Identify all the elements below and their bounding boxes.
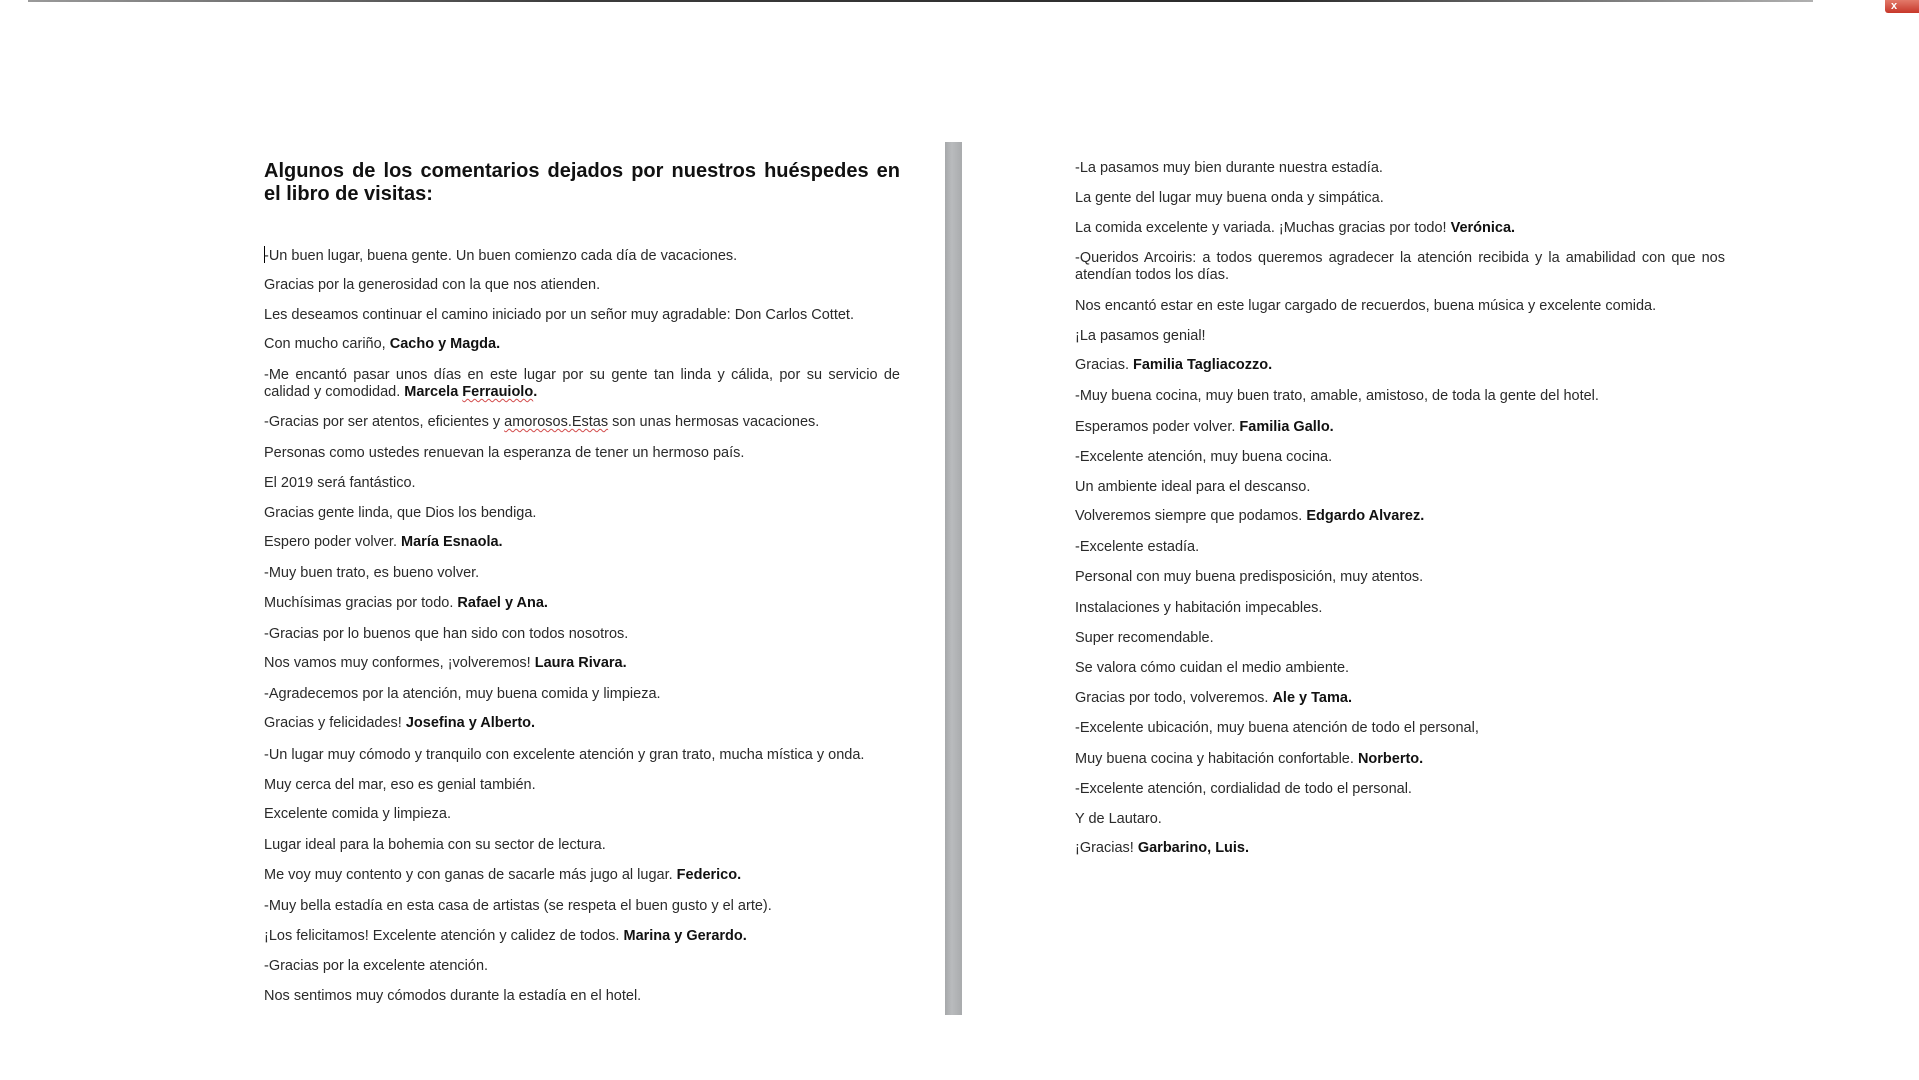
comment-text: Un ambiente ideal para el descanso.	[1075, 479, 1311, 495]
comment-text: -Un buen lugar, buena gente. Un buen comienzo cada día de vacaciones.	[264, 248, 738, 264]
comment-text: -Muy buen trato, es bueno volver.	[264, 565, 480, 581]
document-title: Algunos de los comentarios dejados por nuestros huéspedes en el libro de visitas:	[264, 160, 900, 205]
guestbook-comment	[1075, 569, 1423, 586]
comment-text: -Muy buena cocina, muy buen trato, amable, amistoso, de toda la gente del hotel.	[1075, 388, 1599, 404]
comment-text: Muy buena cocina y habitación confortable.	[1075, 751, 1358, 767]
guestbook-comment	[264, 336, 500, 353]
guestbook-comment	[1075, 479, 1310, 496]
comment-text: -Gracias por ser atentos, eficientes y amorosos.Estas son unas hermosas vacaciones.	[264, 414, 820, 430]
comment-text: Se valora cómo cuidan el medio ambiente.	[1075, 660, 1350, 676]
close-button[interactable]	[1885, 0, 1919, 13]
guest-signature: Marina y Gerardo.	[623, 928, 747, 944]
guestbook-comment	[264, 505, 536, 522]
guestbook-comment	[264, 867, 741, 884]
guestbook-comment	[264, 414, 819, 431]
guest-signature: María Esnaola.	[401, 534, 503, 550]
comment-text: ¡Los felicitamos! Excelente atención y calidez de todos.	[264, 928, 624, 944]
guestbook-comment	[1075, 811, 1162, 828]
guest-signature: Rafael y Ana.	[457, 595, 548, 611]
comment-text: La gente del lugar muy buena onda y simpática.	[1075, 190, 1384, 206]
guest-signature: Josefina y Alberto.	[405, 715, 536, 731]
guestbook-comment	[264, 747, 864, 764]
guestbook-comment	[264, 837, 606, 854]
comment-text: Nos sentimos muy cómodos durante la estadía en el hotel.	[264, 988, 642, 1004]
comment-text: ¡La pasamos genial!	[1075, 328, 1206, 344]
guest-signature: Verónica.	[1450, 220, 1516, 236]
comment-text: Y de Lautaro.	[1075, 811, 1162, 827]
guestbook-comment	[1075, 690, 1352, 707]
comment-text: Volveremos siempre que podamos.	[1075, 508, 1307, 524]
comment-text: -Gracias por lo buenos que han sido con todos nosotros.	[264, 626, 629, 642]
comment-text: Instalaciones y habitación impecables.	[1075, 600, 1323, 616]
comment-text: Gracias y felicidades!	[264, 715, 406, 731]
comment-text: -Gracias por la excelente atención.	[264, 958, 489, 974]
guestbook-comment	[264, 928, 747, 945]
guestbook-comment	[1075, 357, 1272, 374]
guestbook-comment	[264, 445, 744, 462]
guestbook-comment	[264, 534, 503, 551]
guestbook-comment	[264, 686, 661, 703]
guestbook-comment	[1075, 160, 1383, 177]
guestbook-comment	[1075, 539, 1199, 556]
comment-text: Personal con muy buena predisposición, muy atentos.	[1075, 569, 1424, 585]
guestbook-comment	[1075, 600, 1322, 617]
guestbook-comment	[1075, 840, 1249, 857]
guestbook-comment	[1075, 298, 1656, 315]
guestbook-comment	[264, 565, 479, 582]
comment-text: -Queridos Arcoiris: a todos queremos agradecer la atención recibida y la amabilidad con que nos atendían todos los días.	[1075, 250, 1725, 283]
comment-text: -Excelente atención, muy buena cocina.	[1075, 449, 1333, 465]
comment-text: Muy cerca del mar, eso es genial también.	[264, 777, 536, 793]
comment-text: Espero poder volver.	[264, 534, 402, 550]
spellcheck-underline: amorosos.Estas	[504, 414, 609, 430]
column-divider	[945, 142, 962, 1015]
guestbook-comment	[264, 898, 772, 915]
guestbook-comment	[1075, 449, 1332, 466]
comment-text: Lugar ideal para la bohemia con su sector de lectura.	[264, 837, 606, 853]
guest-signature: Ale y Tama.	[1272, 690, 1352, 706]
guestbook-comment	[264, 595, 548, 612]
comment-text: Excelente comida y limpieza.	[264, 806, 451, 822]
comment-text: Gracias por todo, volveremos.	[1075, 690, 1273, 706]
guestbook-comment	[264, 806, 451, 823]
comment-text: -Excelente estadía.	[1075, 539, 1200, 555]
guestbook-comment	[1075, 220, 1515, 237]
guestbook-comment	[1075, 328, 1206, 345]
guestbook-comment	[264, 655, 627, 672]
guest-signature: Edgardo Alvarez.	[1306, 508, 1425, 524]
guestbook-comment	[1075, 508, 1424, 525]
guestbook-comment	[1075, 419, 1334, 436]
guestbook-comment	[264, 277, 600, 294]
guest-signature: Laura Rivara.	[534, 655, 627, 671]
comment-text: -Muy bella estadía en esta casa de artistas (se respeta el buen gusto y el arte).	[264, 898, 772, 914]
comment-text: La comida excelente y variada. ¡Muchas gracias por todo!	[1075, 220, 1451, 236]
window-top-border	[28, 0, 1813, 2]
comment-text: -Excelente ubicación, muy buena atención de todo el personal,	[1075, 720, 1479, 736]
guestbook-comment	[1075, 388, 1599, 405]
comment-text: Muchísimas gracias por todo.	[264, 595, 458, 611]
comment-text: Personas como ustedes renuevan la esperanza de tener un hermoso país.	[264, 445, 745, 461]
guestbook-comment	[1075, 781, 1412, 798]
close-icon: x	[1891, 0, 1898, 12]
comment-text: Super recomendable.	[1075, 630, 1214, 646]
comment-text: -Me encantó pasar unos días en este lugar por su gente tan linda y cálida, por su servicio de calidad y comodidad.	[264, 367, 900, 400]
guestbook-comment	[264, 307, 854, 324]
comment-text: ¡Gracias!	[1075, 840, 1138, 856]
comment-text: Me voy muy contento y con ganas de sacarle más jugo al lugar.	[264, 867, 677, 883]
guestbook-comment	[1075, 751, 1423, 768]
guestbook-comment	[1075, 190, 1384, 207]
guestbook-comment	[264, 988, 641, 1005]
guest-signature: Familia Tagliacozzo.	[1133, 357, 1273, 373]
comment-text: Con mucho cariño,	[264, 336, 390, 352]
guestbook-comment	[264, 715, 535, 732]
guestbook-comment	[264, 958, 488, 975]
comment-text: -Un lugar muy cómodo y tranquilo con excelente atención y gran trato, mucha mística y onda.	[264, 747, 865, 763]
guestbook-comment	[1075, 720, 1479, 737]
comment-text: Nos vamos muy conformes, ¡volveremos!	[264, 655, 535, 671]
comment-text: -Agradecemos por la atención, muy buena comida y limpieza.	[264, 686, 661, 702]
guestbook-comment	[1075, 660, 1349, 677]
guestbook-comment	[264, 475, 416, 492]
guestbook-comment	[1075, 250, 1725, 284]
comment-text: Gracias por la generosidad con la que nos atienden.	[264, 277, 601, 293]
guest-signature: Federico.	[676, 867, 742, 883]
comment-text: Gracias.	[1075, 357, 1134, 373]
guest-signature: Garbarino, Luis.	[1137, 840, 1250, 856]
guestbook-comment	[264, 777, 536, 794]
comment-text: El 2019 será fantástico.	[264, 475, 416, 491]
guest-signature: Familia Gallo.	[1239, 419, 1334, 435]
guestbook-comment	[1075, 630, 1214, 647]
guestbook-comment	[264, 626, 628, 643]
comment-text: -La pasamos muy bien durante nuestra estadía.	[1075, 160, 1383, 176]
guest-signature: Marcela Ferrauiolo.	[404, 384, 538, 400]
spellcheck-underline: Ferrauiolo	[462, 384, 534, 400]
comment-text: -Excelente atención, cordialidad de todo el personal.	[1075, 781, 1412, 797]
guestbook-comment	[264, 246, 737, 265]
guestbook-comment	[264, 367, 900, 401]
comment-text: Esperamos poder volver.	[1075, 419, 1240, 435]
guest-signature: Cacho y Magda.	[389, 336, 501, 352]
comment-text: Les deseamos continuar el camino iniciado por un señor muy agradable: Don Carlos Cottet.	[264, 307, 854, 323]
guest-signature: Norberto.	[1357, 751, 1424, 767]
comment-text: Nos encantó estar en este lugar cargado de recuerdos, buena música y excelente comida.	[1075, 298, 1657, 314]
comment-text: Gracias gente linda, que Dios los bendiga.	[264, 505, 537, 521]
